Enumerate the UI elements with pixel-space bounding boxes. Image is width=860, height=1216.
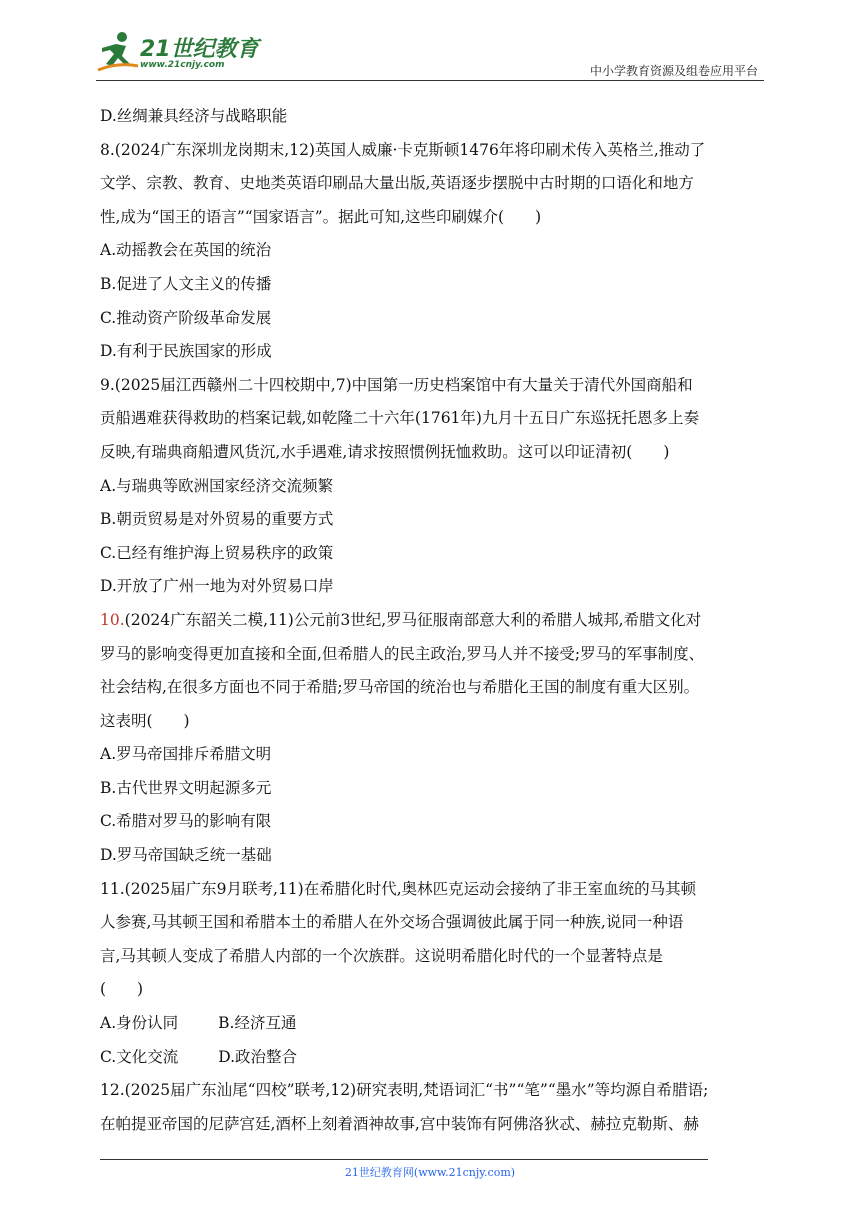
option-row [100, 1041, 764, 1075]
text-line: 这表明( ) [100, 711, 190, 730]
text-line: 罗马的影响变得更加直接和全面,但希腊人的民主政治,罗马人并不接受;罗马的军事制度、 [100, 644, 705, 663]
text-line: ( ) [100, 980, 144, 999]
option-line: B.促进了人文主义的传播 [100, 274, 272, 293]
header-slogan: 中小学教育资源及组卷应用平台 [589, 64, 758, 78]
site-logo [96, 30, 266, 78]
question-11-line: 11.(2025届广东9月联考,11)在希腊化时代,奥林匹克运动会接纳了非王室血统的马其顿 [100, 879, 697, 898]
option-c: C.文化交流 [100, 1047, 179, 1066]
option-line: D.开放了广州一地为对外贸易口岸 [100, 577, 334, 596]
question-10-text: (2024广东韶关二模,11)公元前3世纪,罗马征服南部意大利的希腊人城邦,希腊文化对 [124, 610, 702, 629]
option-line: C.希腊对罗马的影响有限 [100, 812, 272, 831]
option-line: C.已经有维护海上贸易秩序的政策 [100, 543, 334, 562]
header-divider [96, 80, 764, 81]
text-line: 人参赛,马其顿王国和希腊本土的希腊人在外交场合强调彼此属于同一种族,说同一种语 [100, 913, 684, 932]
question-10-number: 10. [100, 610, 125, 629]
footer-divider [100, 1159, 708, 1160]
logo-url: www.21cnjy.com [140, 60, 225, 70]
option-line: A.与瑞典等欧洲国家经济交流频繁 [100, 476, 334, 495]
question-8-line: 8.(2024广东深圳龙岗期末,12)英国人威廉·卡克斯顿1476年将印刷术传入英格兰,推动了 [100, 140, 706, 159]
question-content [100, 100, 764, 1141]
option-line: D.有利于民族国家的形成 [100, 342, 272, 361]
option-row [100, 1007, 764, 1041]
text-line: 文学、宗教、教育、史地类英语印刷品大量出版,英语逐步摆脱中古时期的口语化和地方 [100, 174, 694, 193]
runner-logo-icon [96, 30, 140, 76]
text-line: 贡船遇难获得救助的档案记载,如乾隆二十六年(1761年)九月十五日广东巡抚托恩多上奏 [100, 409, 699, 428]
text-line: 在帕提亚帝国的尼萨宫廷,酒杯上刻着酒神故事,宫中装饰有阿佛洛狄忒、赫拉克勒斯、赫 [100, 1114, 699, 1133]
question-12-line: 12.(2025届广东汕尾“四校”联考,12)研究表明,梵语词汇“书”“笔”“墨水”等均源自希腊语; [100, 1081, 709, 1100]
text-line: 性,成为“国王的语言”“国家语言”。据此可知,这些印刷媒介( ) [100, 207, 542, 226]
option-a: A.身份认同 [100, 1014, 179, 1033]
question-10-line [100, 604, 764, 638]
text-line: D.丝绸兼具经济与战略职能 [100, 107, 288, 125]
option-line: A.罗马帝国排斥希腊文明 [100, 745, 272, 764]
option-line: D.罗马帝国缺乏统一基础 [100, 846, 272, 865]
option-b: B.经济互通 [218, 1014, 297, 1033]
option-d: D.政治整合 [218, 1047, 298, 1066]
option-line: B.朝贡贸易是对外贸易的重要方式 [100, 510, 334, 529]
page-header [96, 30, 764, 80]
option-line: B.古代世界文明起源多元 [100, 778, 272, 797]
logo-text: 21世纪教育 [140, 37, 259, 62]
option-line: A.动摇教会在英国的统治 [100, 241, 272, 260]
text-line: 反映,有瑞典商船遭风货沉,水手遇难,请求按照惯例抚恤救助。这可以印证清初( ) [100, 442, 670, 461]
text-line: 社会结构,在很多方面也不同于希腊;罗马帝国的统治也与希腊化王国的制度有重大区别。 [100, 678, 700, 697]
text-line: 言,马其顿人变成了希腊人内部的一个次族群。这说明希腊化时代的一个显著特点是 [100, 946, 663, 965]
page-footer: 21世纪教育网(www.21cnjy.com) [344, 1166, 516, 1179]
option-line: C.推动资产阶级革命发展 [100, 308, 272, 327]
question-9-line: 9.(2025届江西赣州二十四校期中,7)中国第一历史档案馆中有大量关于清代外国商船和 [100, 375, 693, 394]
